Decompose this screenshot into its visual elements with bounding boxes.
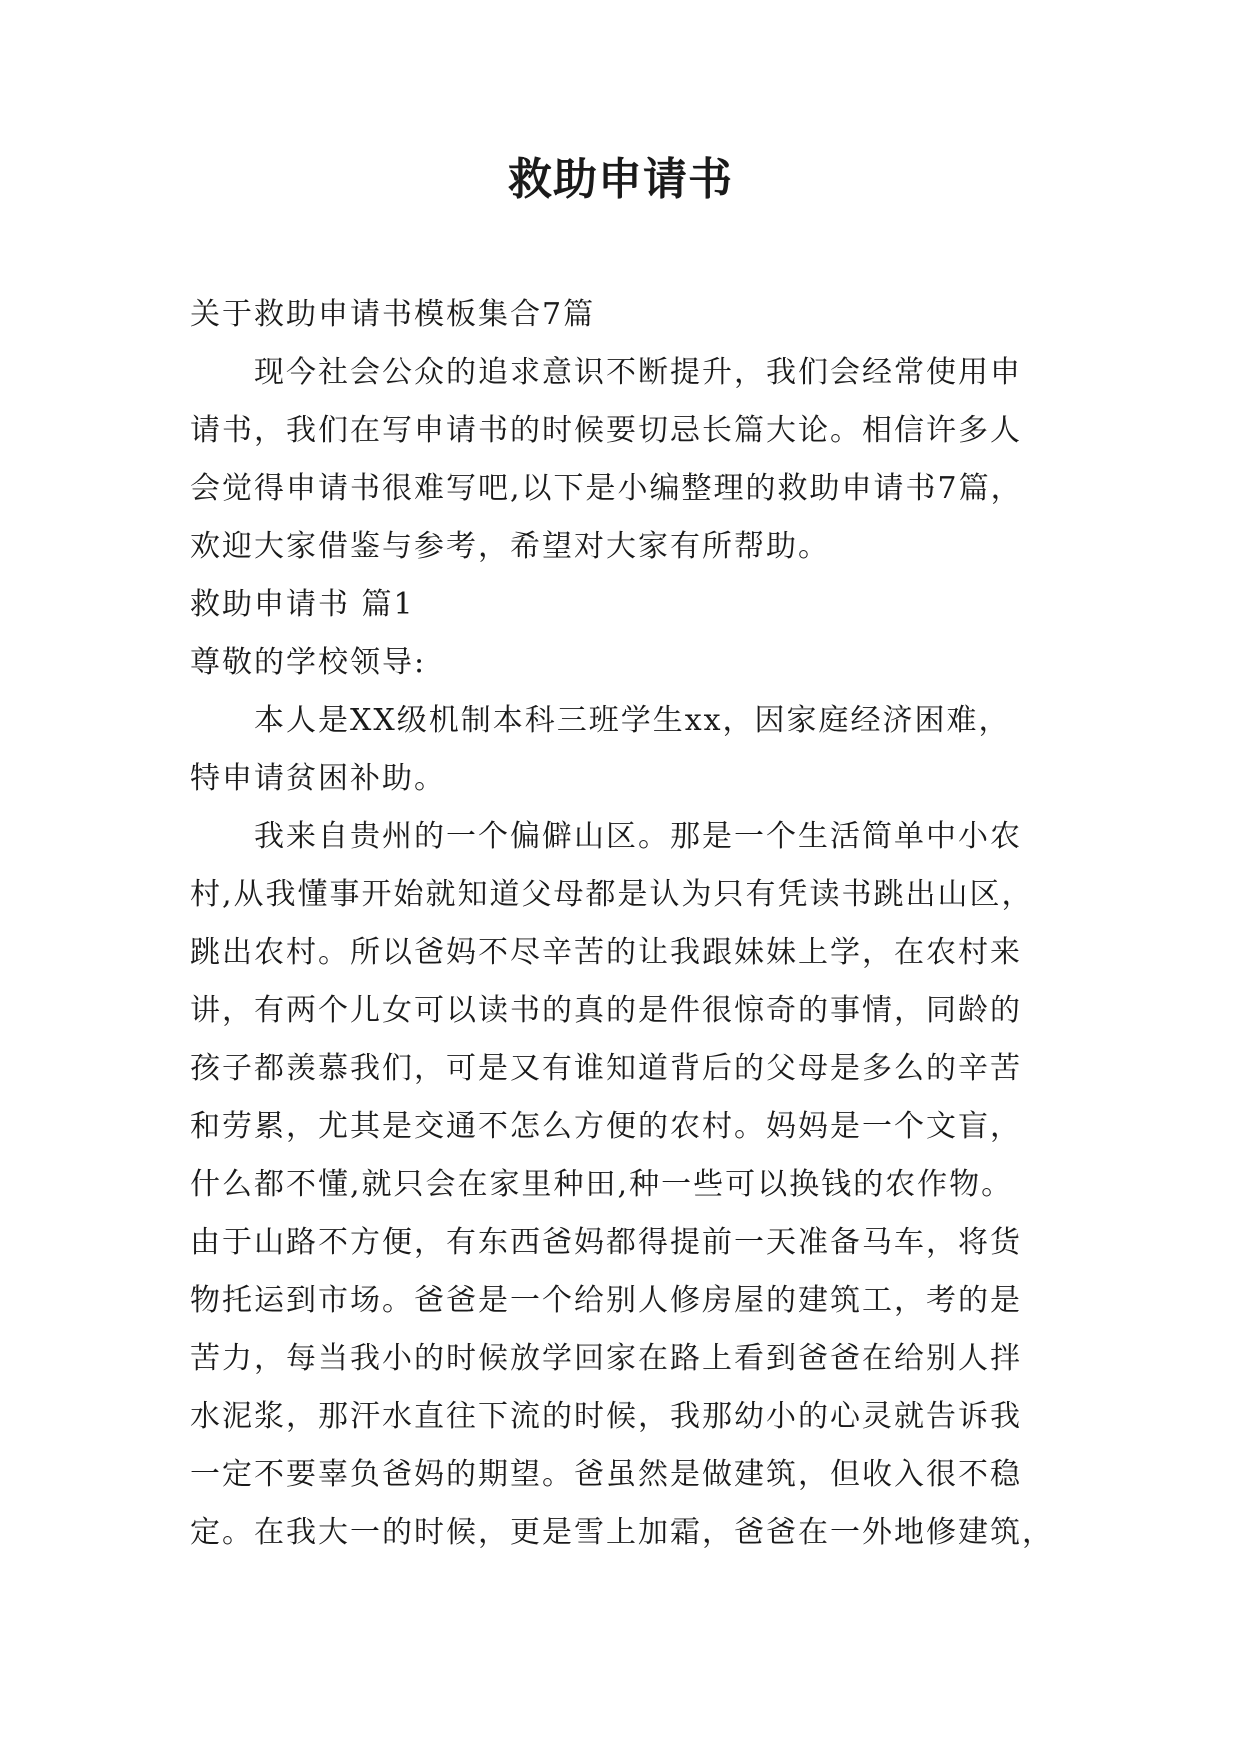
document-body — [190, 286, 1070, 1562]
paragraph-line: 我来自贵州的一个偏僻山区。那是一个生活简单中小农 — [254, 819, 1022, 854]
paragraph-line: 苦力，每当我小的时候放学回家在路上看到爸爸在给别人拌 — [190, 1341, 1022, 1376]
paragraph-line: 讲，有两个儿女可以读书的真的是件很惊奇的事情，同龄的 — [190, 993, 1022, 1028]
paragraph-line: 物托运到市场。爸爸是一个给别人修房屋的建筑工，考的是 — [190, 1283, 1022, 1318]
paragraph-line: 会觉得申请书很难写吧,以下是小编整理的救助申请书7篇， — [190, 471, 1023, 506]
subtitle-line: 关于救助申请书模板集合7篇 — [190, 297, 596, 332]
paragraph-line: 由于山路不方便，有东西爸妈都得提前一天准备马车，将货 — [190, 1225, 1022, 1260]
paragraph-line: 请书，我们在写申请书的时候要切忌长篇大论。相信许多人 — [190, 413, 1022, 448]
paragraph-line: 现今社会公众的追求意识不断提升，我们会经常使用申 — [254, 355, 1022, 390]
document-title: 救助申请书 — [508, 154, 733, 205]
paragraph-line: 本人是XX级机制本科三班学生xx，因家庭经济困难， — [254, 703, 1011, 738]
paragraph-line: 特申请贫困补助。 — [190, 761, 446, 796]
paragraph-line: 定。在我大一的时候，更是雪上加霜，爸爸在一外地修建筑， — [190, 1515, 1054, 1550]
section-heading: 救助申请书 篇1 — [190, 587, 415, 622]
salutation: 尊敬的学校领导: — [190, 645, 427, 680]
paragraph-line: 跳出农村。所以爸妈不尽辛苦的让我跟妹妹上学，在农村来 — [190, 935, 1022, 970]
paragraph-line: 和劳累，尤其是交通不怎么方便的农村。妈妈是一个文盲， — [190, 1109, 1022, 1144]
paragraph-line: 孩子都羡慕我们，可是又有谁知道背后的父母是多么的辛苦 — [190, 1051, 1022, 1086]
paragraph-line: 什么都不懂,就只会在家里种田,种一些可以换钱的农作物。 — [190, 1167, 1014, 1202]
paragraph-line: 一定不要辜负爸妈的期望。爸虽然是做建筑，但收入很不稳 — [190, 1457, 1022, 1492]
paragraph-line: 村,从我懂事开始就知道父母都是认为只有凭读书跳出山区， — [190, 877, 1034, 912]
paragraph-line: 水泥浆，那汗水直往下流的时候，我那幼小的心灵就告诉我 — [190, 1399, 1022, 1434]
paragraph-line: 欢迎大家借鉴与参考，希望对大家有所帮助。 — [190, 529, 830, 564]
